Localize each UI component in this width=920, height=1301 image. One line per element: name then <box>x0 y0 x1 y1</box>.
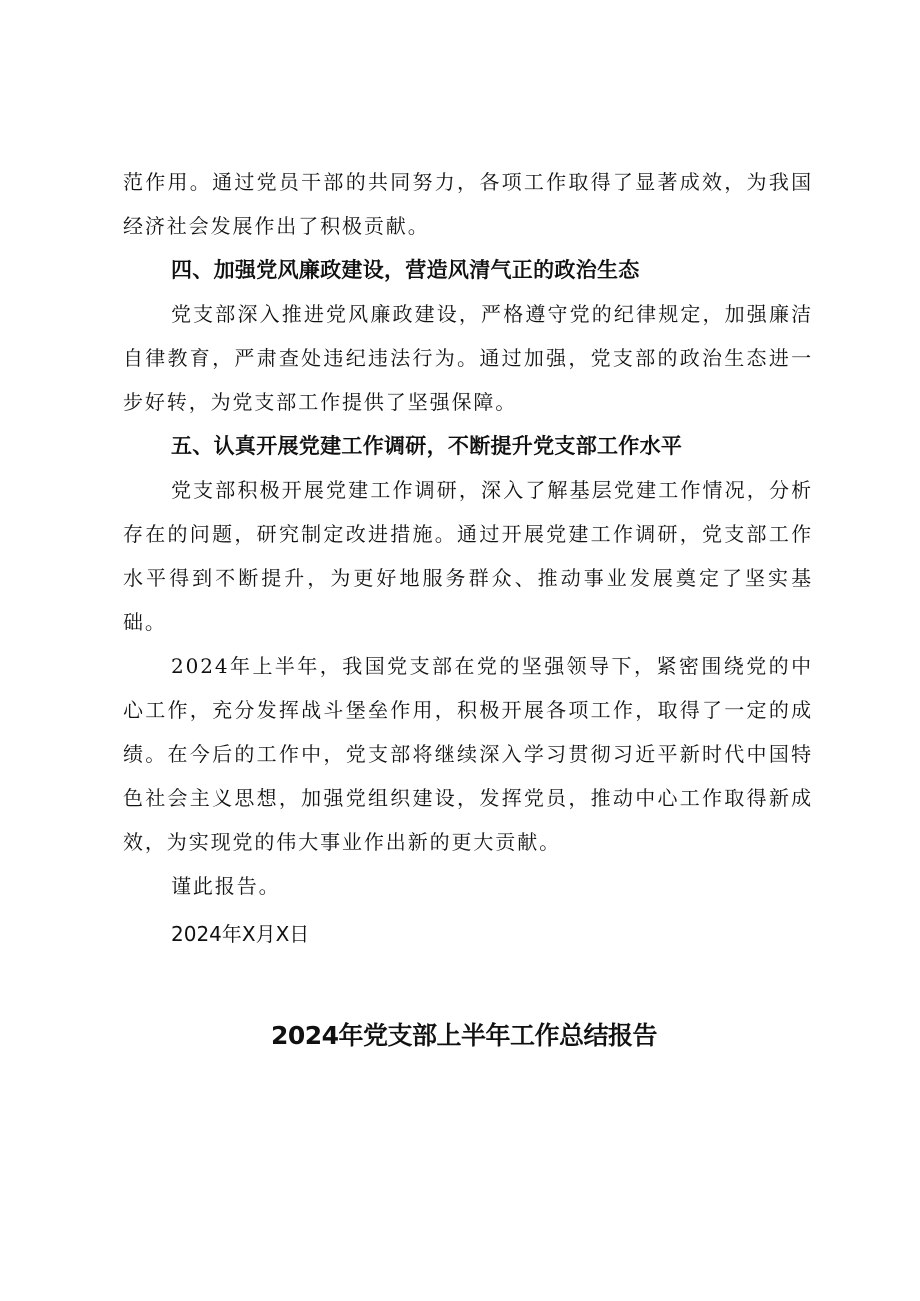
body-paragraph: 党支部深入推进党风廉政建设，严格遵守党的纪律规定，加强廉洁自律教育，严肃查处违纪违法行为。通过加强，党支部的政治生态进一步好转，为党支部工作提供了坚强保障。 <box>123 302 813 414</box>
section-heading-5: 五、认真开展党建工作调研，不断提升党支部工作水平 <box>171 434 683 458</box>
continuation-paragraph: 范作用。通过党员干部的共同努力，各项工作取得了显著成效，为我国经济社会发展作出了积极贡献。 <box>123 170 813 238</box>
closing-text: 谨此报告。 <box>171 874 281 898</box>
summary-paragraph: 2024年上半年，我国党支部在党的坚强领导下，紧密围绕党的中心工作，充分发挥战斗堡垒作用，积极开展各项工作，取得了一定的成绩。在今后的工作中，党支部将继续深入学习贯彻习近平新时代中国特色社会主义思想，加强党组织建设，发挥党员，推动中心工作取得新成效，为实现党的伟大事业作出新的更大贡献。 <box>123 654 813 854</box>
body-paragraph: 党支部积极开展党建工作调研，深入了解基层党建工作情况，分析存在的问题，研究制定改进措施。通过开展党建工作调研，党支部工作水平得到不断提升，为更好地服务群众、推动事业发展奠定了坚实基础。 <box>123 478 813 634</box>
document-title: 2024年党支部上半年工作总结报告 <box>270 1021 658 1050</box>
report-date: 2024年X月X日 <box>171 922 310 946</box>
document-body <box>123 160 813 956</box>
section-heading-4: 四、加强党风廉政建设，营造风清气正的政治生态 <box>171 258 640 282</box>
